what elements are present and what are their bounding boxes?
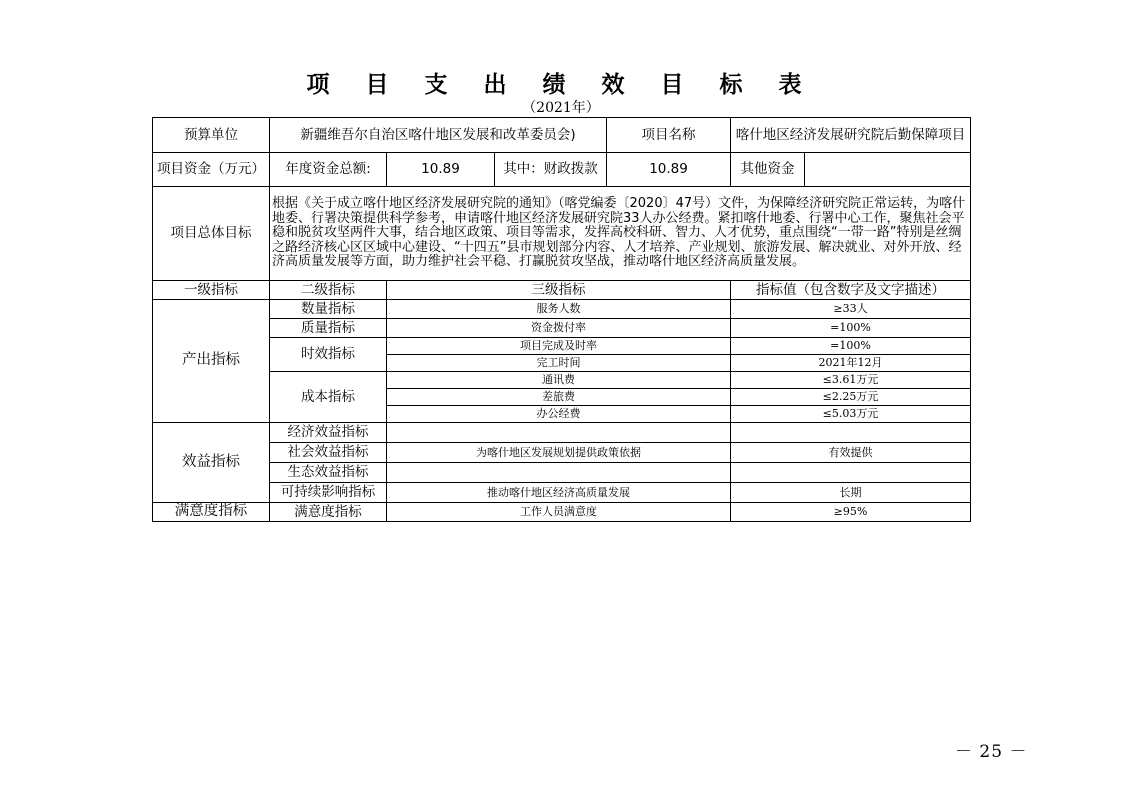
col-level1-header: 一级指标 xyxy=(153,281,270,300)
ecological-benefit-l3 xyxy=(387,463,731,483)
social-benefit-l3: 为喀什地区发展规划提供政策依据 xyxy=(387,443,731,463)
communication-fee-value: ≤3.61万元 xyxy=(731,372,971,389)
office-fee-l3: 办公经费 xyxy=(387,406,731,423)
sustainable-impact-value: 长期 xyxy=(731,483,971,503)
completion-time-l3: 完工时间 xyxy=(387,355,731,372)
budget-unit-label: 预算单位 xyxy=(153,118,270,153)
economic-benefit-l3 xyxy=(387,423,731,443)
ecological-benefit-value xyxy=(731,463,971,483)
performance-goal-table xyxy=(152,117,971,522)
goal-label: 项目总体目标 xyxy=(153,187,270,281)
quality-indicator-label: 质量指标 xyxy=(270,319,387,338)
fiscal-value: 10.89 xyxy=(607,153,731,187)
completion-rate-value: =100% xyxy=(731,338,971,355)
col-level3-header: 三级指标 xyxy=(387,281,731,300)
sustainable-impact-l3: 推动喀什地区经济高质量发展 xyxy=(387,483,731,503)
page-number: － 25 － xyxy=(955,742,1028,762)
col-value-header: 指标值（包含数字及文字描述） xyxy=(731,281,971,300)
fund-disbursement-l3: 资金拨付率 xyxy=(387,319,731,338)
annual-total-label: 年度资金总额: xyxy=(270,153,387,187)
page-title: 项 目 支 出 绩 效 目 标 表 xyxy=(306,72,816,98)
other-funds-label: 其他资金 xyxy=(731,153,805,187)
year-subtitle: （2021年） xyxy=(522,100,600,116)
satisfaction-indicator-label: 满意度指标 xyxy=(153,503,270,522)
output-indicator-label: 产出指标 xyxy=(153,300,270,423)
service-people-l3: 服务人数 xyxy=(387,300,731,319)
quantity-indicator-label: 数量指标 xyxy=(270,300,387,319)
budget-unit-value: 新疆维吾尔自治区喀什地区发展和改革委员会) xyxy=(270,118,607,153)
fund-disbursement-value: =100% xyxy=(731,319,971,338)
staff-satisfaction-l3: 工作人员满意度 xyxy=(387,503,731,522)
col-level2-header: 二级指标 xyxy=(270,281,387,300)
travel-fee-l3: 差旅费 xyxy=(387,389,731,406)
project-name-label: 项目名称 xyxy=(607,118,731,153)
project-name-value: 喀什地区经济发展研究院后勤保障项目 xyxy=(731,118,971,153)
communication-fee-l3: 通讯费 xyxy=(387,372,731,389)
ecological-benefit-label: 生态效益指标 xyxy=(270,463,387,483)
fiscal-label: 其中：财政拨款 xyxy=(495,153,607,187)
goal-text: 根据《关于成立喀什地区经济发展研究院的通知》（喀党编委〔2020〕47号）文件，为保障经济研究院正常运转，为喀什地委、行署决策提供科学参考，申请喀什地区经济发展研究院33人办公经费。紧扣喀什地委、行署中心工作，聚焦社会平稳和脱贫攻坚两件大事，结合地区政策、项目等需求，发挥高校科研、智力、人才优势，重点围绕“一带一路”特别是丝绸之路经济核心区区域中心建设、“十四五”县市规划部分内容、人才培养、产业规划、旅游发展、解决就业、对外开放、经济高质量发展等方面，助力维护社会平稳、打赢脱贫攻坚战，推动喀什地区经济高质量发展。 xyxy=(270,187,971,281)
social-benefit-label: 社会效益指标 xyxy=(270,443,387,463)
service-people-value: ≥33人 xyxy=(731,300,971,319)
funds-label: 项目资金（万元） xyxy=(153,153,270,187)
office-fee-value: ≤5.03万元 xyxy=(731,406,971,423)
staff-satisfaction-value: ≥95% xyxy=(731,503,971,522)
completion-rate-l3: 项目完成及时率 xyxy=(387,338,731,355)
satisfaction-l2-label: 满意度指标 xyxy=(270,503,387,522)
social-benefit-value: 有效提供 xyxy=(731,443,971,463)
other-funds-value xyxy=(805,153,971,187)
cost-indicator-label: 成本指标 xyxy=(270,372,387,423)
timeliness-indicator-label: 时效指标 xyxy=(270,338,387,372)
annual-total-value: 10.89 xyxy=(387,153,495,187)
economic-benefit-value xyxy=(731,423,971,443)
completion-time-value: 2021年12月 xyxy=(731,355,971,372)
sustainable-impact-label: 可持续影响指标 xyxy=(270,483,387,503)
benefit-indicator-label: 效益指标 xyxy=(153,423,270,503)
travel-fee-value: ≤2.25万元 xyxy=(731,389,971,406)
economic-benefit-label: 经济效益指标 xyxy=(270,423,387,443)
